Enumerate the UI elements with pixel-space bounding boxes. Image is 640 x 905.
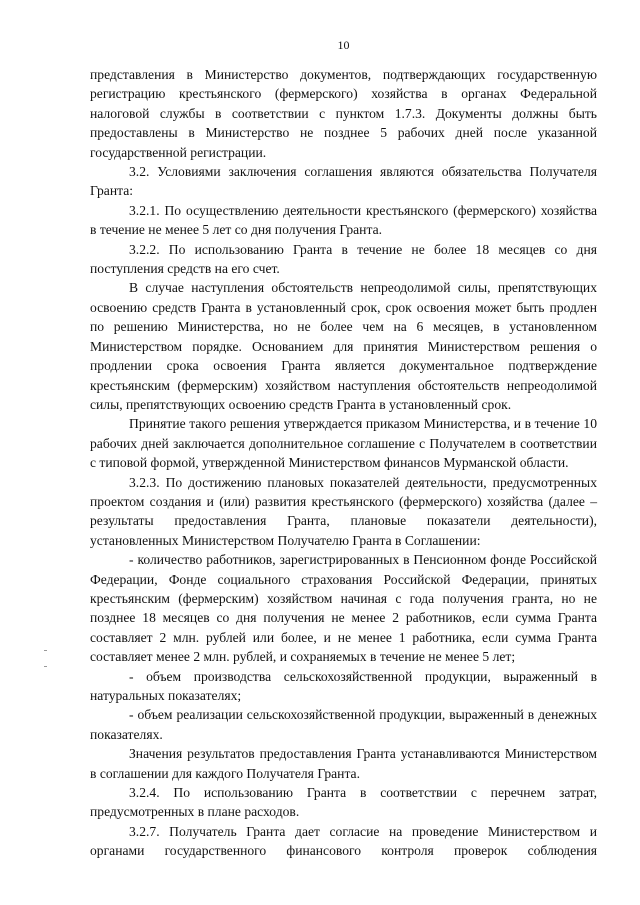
paragraph: 3.2.1. По осуществлению деятельности крестьянского (фермерского) хозяйства в течение не менее 5 лет со дня получения Гранта.	[90, 202, 597, 238]
margin-mark	[44, 650, 47, 651]
paragraph: 3.2. Условиями заключения соглашения являются обязательства Получателя Гранта:	[90, 164, 597, 199]
paragraph: - объем реализации сельскохозяйственной продукции, выраженный в денежных показателях.	[90, 707, 597, 742]
margin-mark	[44, 666, 47, 667]
document-page	[90, 0, 597, 861]
page-number: 10	[337, 38, 350, 52]
paragraph: 3.2.7. Получатель Гранта дает согласие на проведение Министерством и органами государственного финансового контроля проверок соблюдения	[90, 823, 597, 859]
paragraph: В случае наступления обстоятельств непреодолимой силы, препятствующих освоению средств Гранта в установленный срок, срок освоения может быть продлен по решению Министерства, но не более чем на 6 месяцев, в установленном Министерством порядке. Основанием для принятия Министерством решения о продлении срока освоения Гранта является документальное подтверждение крестьянским (фермерским) хозяйством наступления обстоятельств непреодолимой силы, препятствующих освоению средств Гранта в установленный срок.	[90, 280, 597, 412]
paragraph: Принятие такого решения утверждается приказом Министерства, и в течение 10 рабочих дней заключается дополнительное соглашение с Получателем в соответствии с типовой формой, утвержденной Министерством финансов Мурманской области.	[90, 416, 597, 471]
paragraph: Значения результатов предоставления Гранта устанавливаются Министерством в соглашении для каждого Получателя Гранта.	[90, 746, 597, 781]
paragraph: 3.2.3. По достижению плановых показателей деятельности, предусмотренных проектом создания и (или) развития крестьянского (фермерского) хозяйства (далее – результаты предоставления Гранта, плановые показатели деятельности), установленных Министерством Получателю Гранта в Соглашении:	[90, 474, 597, 548]
paragraph: - объем производства сельскохозяйственной продукции, выраженный в натуральных показателях;	[90, 668, 597, 703]
paragraph: представления в Министерство документов, подтверждающих государственную регистрацию крестьянского (фермерского) хозяйства в органах Федеральной налоговой службы в соответствии с пунктом 1.7.3. Документы должны быть предоставлены в Министерство не позднее 5 рабочих дней после указанной государственной регистрации.	[90, 67, 597, 160]
document-body	[90, 65, 597, 861]
paragraph: 3.2.2. По использованию Гранта в течение не более 18 месяцев со дня поступления средств на его счет.	[90, 241, 597, 277]
paragraph: - количество работников, зарегистрированных в Пенсионном фонде Российской Федерации, Фонде социального страхования Российской Федерации, принятых крестьянским (фермерским) хозяйством начиная с года получения гранта, но не позднее 18 месяцев со дня получения не менее 2 работников, если сумма Гранта составляет 2 млн. рублей или более, и не менее 1 работника, если сумма Гранта составляет менее 2 млн. рублей, и сохраняемых в течение не менее 5 лет;	[90, 552, 597, 665]
paragraph: 3.2.4. По использованию Гранта в соответствии с перечнем затрат, предусмотренных в плане расходов.	[90, 785, 597, 820]
